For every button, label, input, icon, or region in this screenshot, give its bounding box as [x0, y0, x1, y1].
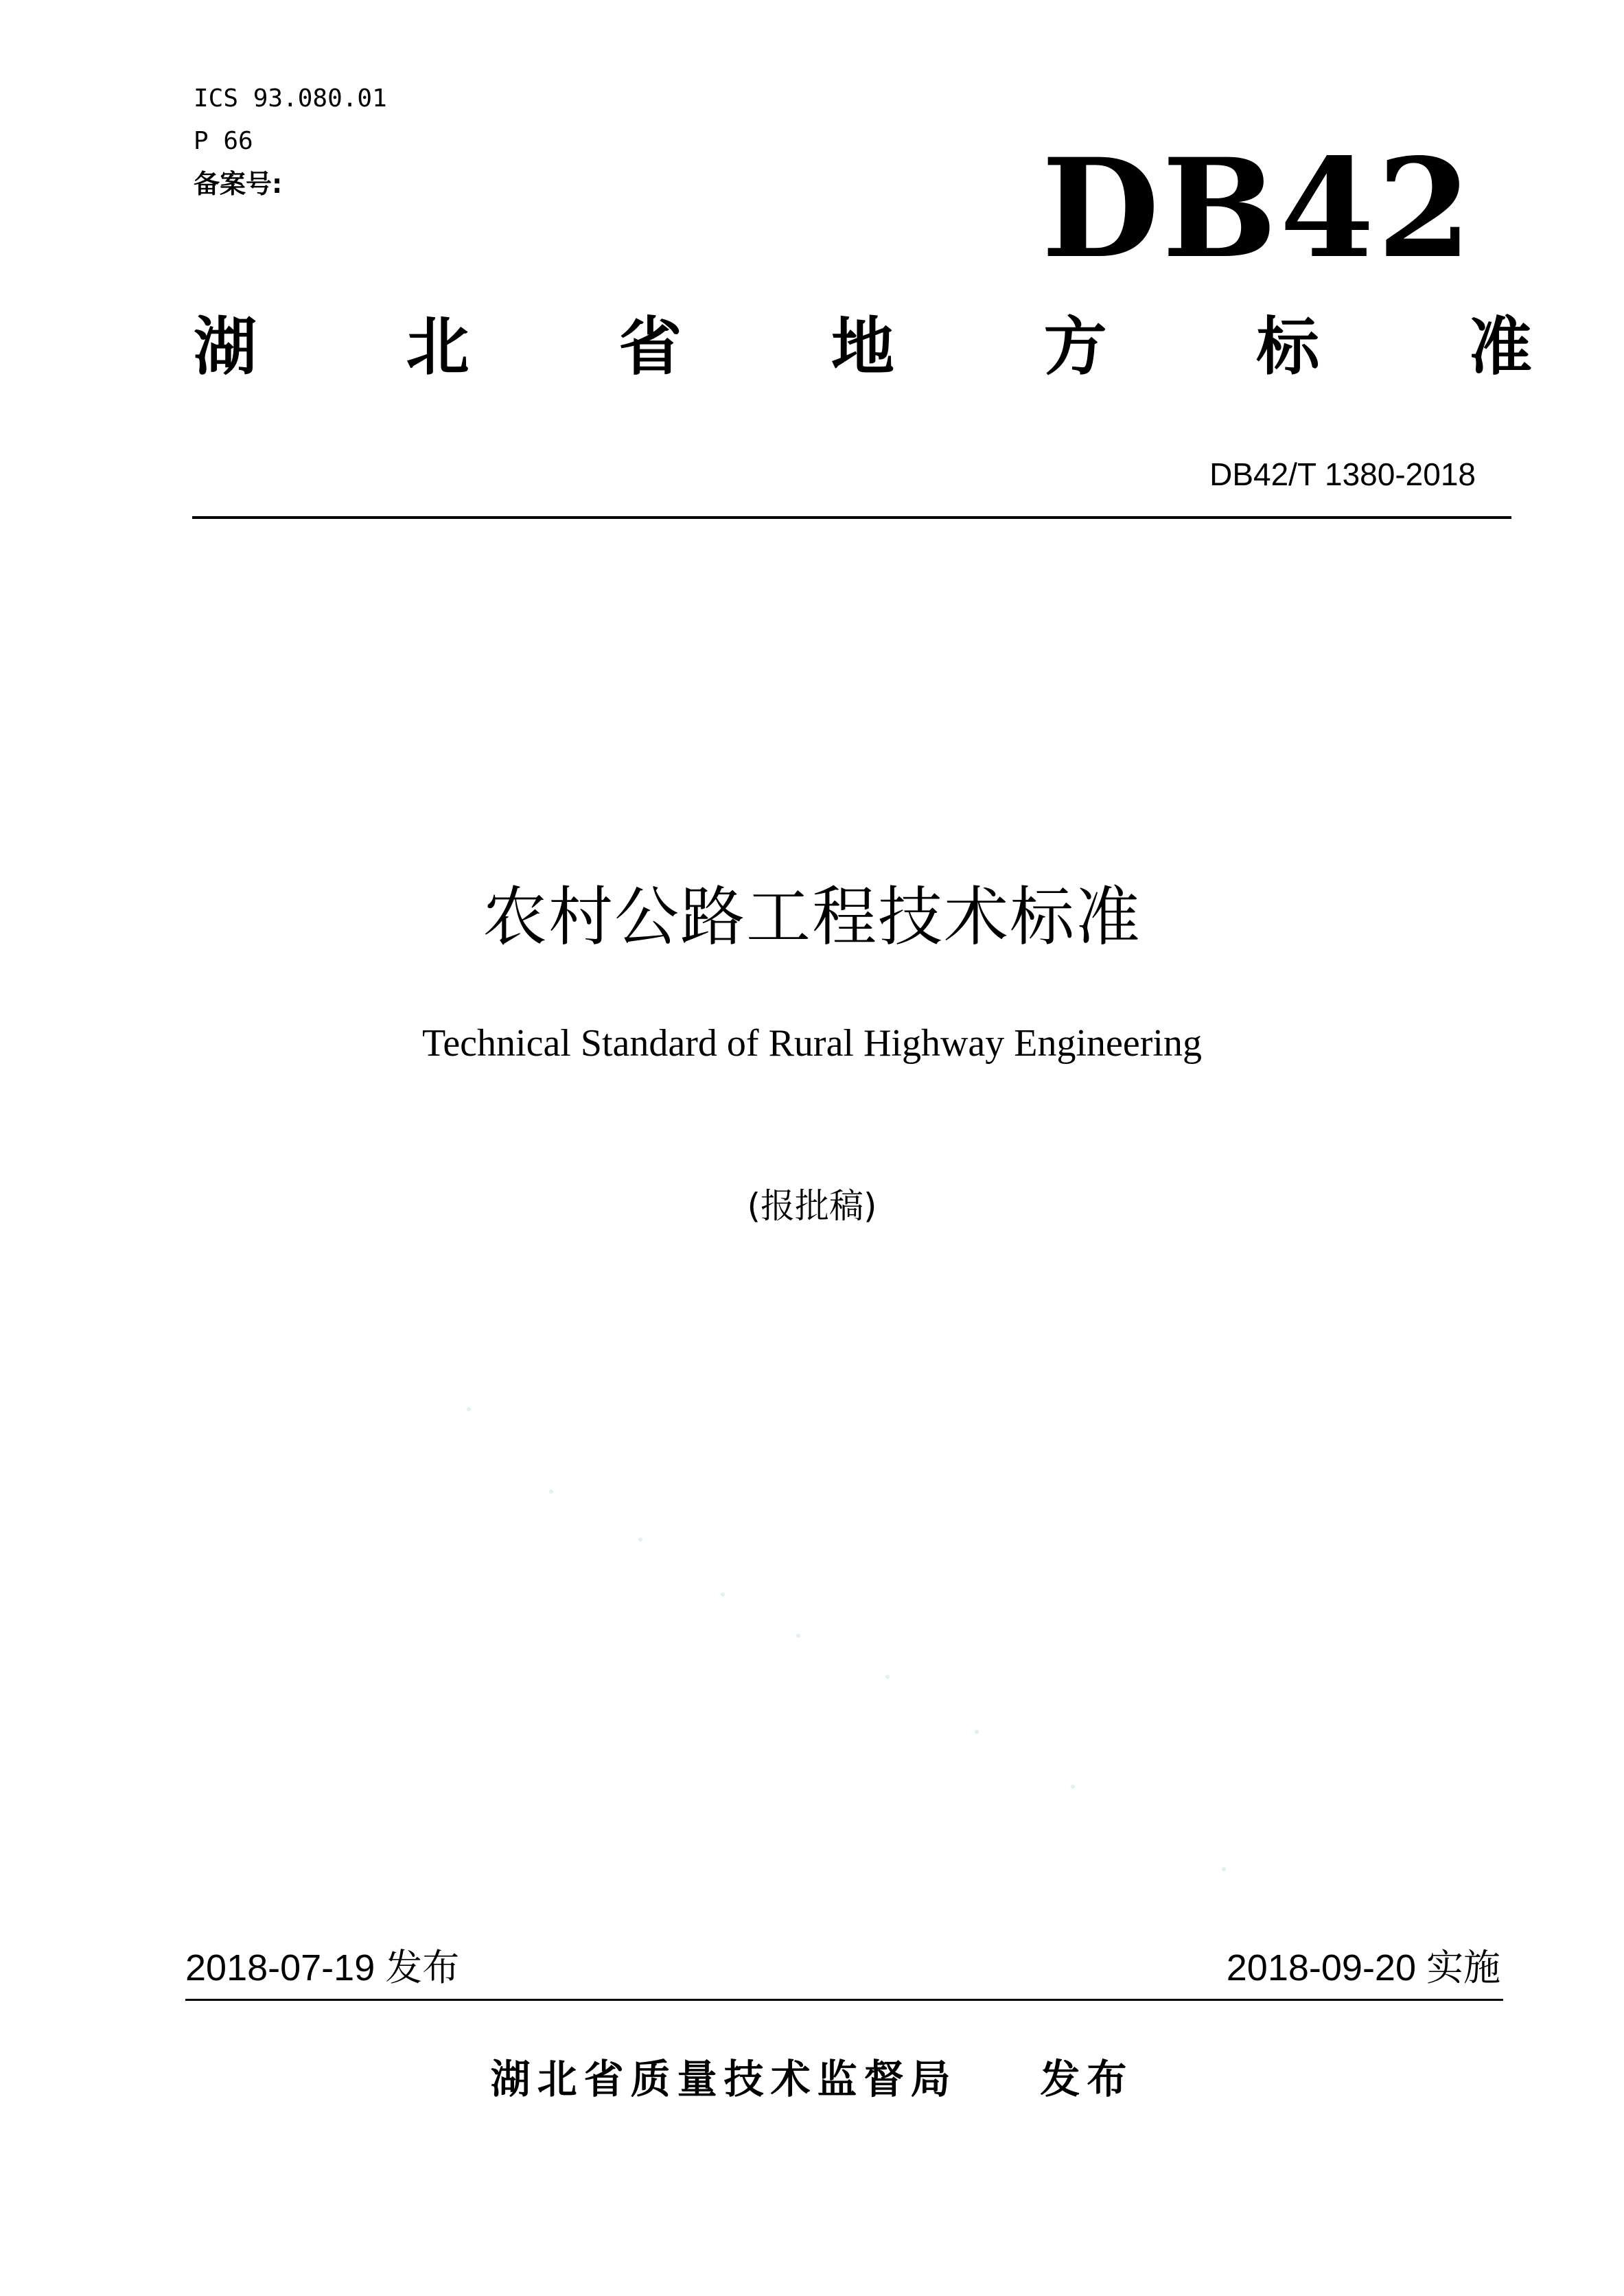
standard-type-char: 省	[618, 310, 682, 384]
standard-type-char: 方	[1043, 310, 1107, 384]
footer-divider	[185, 1999, 1503, 2001]
document-title-english: Technical Standard of Rural Highway Engineering	[422, 1022, 1202, 1065]
publisher-line: 湖北省质量技术监督局 发布	[490, 2056, 1134, 2102]
standard-type-char: 标	[1256, 310, 1320, 384]
implementation-date: 2018-09-20 实施	[1226, 1947, 1500, 1988]
ics-code: ICS 93.080.01	[194, 84, 387, 113]
standard-type-title	[194, 310, 1532, 384]
standard-type-char: 北	[406, 310, 469, 384]
issue-date: 2018-07-19 发布	[185, 1947, 460, 1988]
classification-code: P 66	[194, 127, 253, 155]
standard-type-char: 准	[1468, 310, 1532, 384]
db42-logo: DB42	[1041, 128, 1474, 288]
standard-type-char: 地	[831, 310, 894, 384]
document-title-chinese: 农村公路工程技术标准	[482, 880, 1141, 955]
record-number-label: 备案号:	[194, 169, 283, 199]
draft-status-note: (报批稿)	[747, 1186, 877, 1226]
standard-type-char: 湖	[194, 310, 257, 384]
header-divider	[192, 516, 1511, 519]
standard-number: DB42/T 1380-2018	[1209, 456, 1476, 492]
